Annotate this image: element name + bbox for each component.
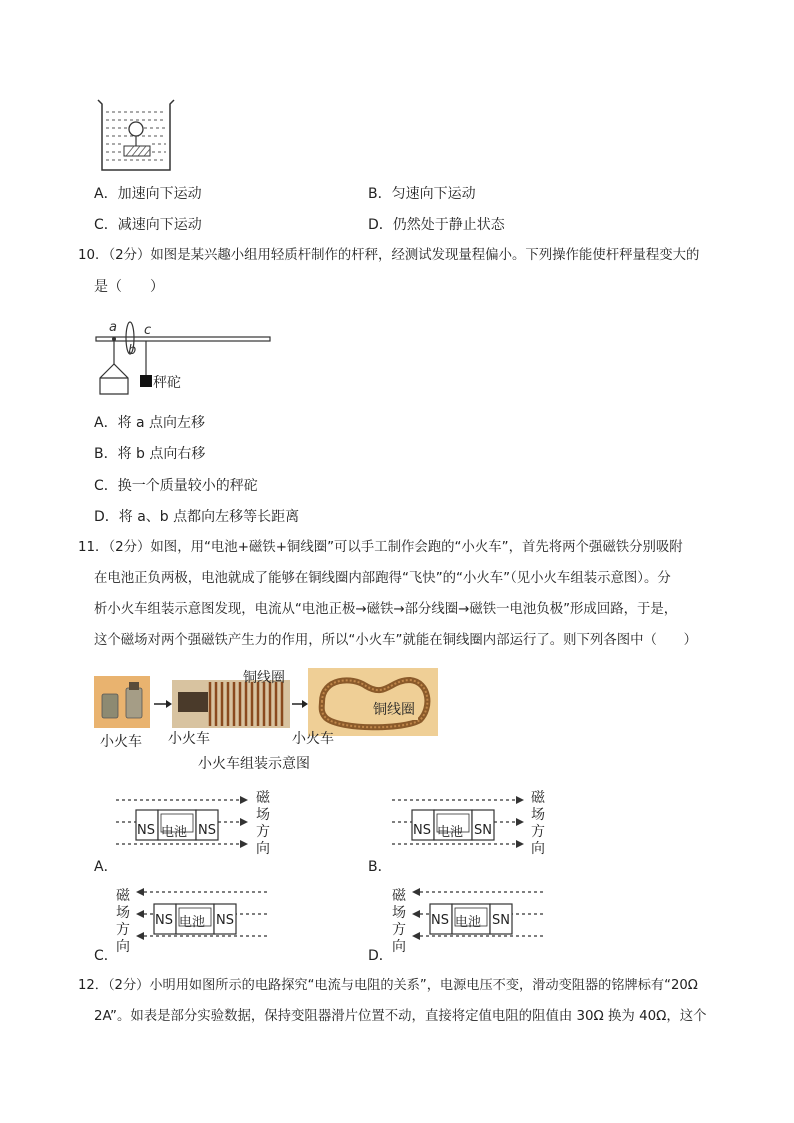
field-char: 磁	[116, 888, 130, 904]
field-char: 场	[116, 905, 130, 921]
diagram-b-right-magnet: SN	[474, 823, 492, 838]
q11-stem-line1: 11．（2分）如图，用“电池+磁铁+铜线圈”可以手工制作会跑的“小火车”，首先将两个强磁铁分别吸附	[78, 540, 683, 555]
field-char: 方	[531, 824, 545, 840]
label-b: b	[128, 343, 137, 358]
diagram-b-battery: 电池	[437, 825, 464, 840]
diagram-c-right-magnet: NS	[216, 913, 234, 928]
field-char: 方	[256, 824, 270, 840]
option-letter: A．	[94, 186, 118, 202]
option-letter: B．	[94, 446, 118, 462]
option-text: 将 b 点向右移	[117, 446, 206, 462]
diagram-c-letter: C．	[94, 948, 118, 964]
coil-label-1: 铜线圈	[243, 670, 285, 686]
q9-option-d	[368, 215, 505, 235]
option-letter: C．	[94, 217, 118, 233]
q10-option-a	[94, 413, 205, 433]
q9-option-a	[94, 184, 202, 204]
diagram-b-letter: B．	[368, 859, 392, 875]
field-char: 方	[116, 922, 130, 938]
train-label-3: 小火车	[292, 731, 334, 747]
option-letter: B．	[368, 186, 392, 202]
field-char: 向	[256, 841, 270, 857]
q9-option-b	[368, 184, 476, 204]
option-letter: D．	[368, 217, 393, 233]
steelyard-figure	[94, 318, 274, 400]
option-text: 减速向下运动	[117, 217, 202, 233]
diagram-a-left-magnet: NS	[137, 823, 155, 838]
q10-stem-line1: 10．（2分）如图是某兴趣小组用轻质杆制作的杆秤，经测试发现量程偏小。下列操作能使杆秤量程变大的	[78, 248, 700, 263]
field-char: 场	[531, 807, 545, 823]
diagram-d-field-label	[392, 888, 406, 956]
assembly-caption: 小火车组装示意图	[198, 756, 310, 772]
q11-stem-line4: 这个磁场对两个强磁铁产生力的作用，所以“小火车”就能在铜线圈内部运行了。则下列各图中（ ）	[94, 633, 698, 648]
field-char: 磁	[392, 888, 406, 904]
diagram-d-left-magnet: NS	[431, 913, 449, 928]
field-char: 场	[392, 905, 406, 921]
diagram-b-left-magnet: NS	[413, 823, 431, 838]
coil-label-2: 铜线圈	[373, 702, 415, 718]
option-text: 仍然处于静止状态	[392, 217, 505, 233]
diagram-a-battery: 电池	[161, 825, 188, 840]
diagram-b-field-label	[531, 790, 545, 858]
field-char: 场	[256, 807, 270, 823]
weight-label: 秤砣	[153, 375, 181, 391]
field-char: 向	[531, 841, 545, 857]
option-text: 将 a 点向左移	[117, 415, 206, 431]
field-char: 向	[392, 939, 406, 955]
option-text: 加速向下运动	[117, 186, 202, 202]
q12-stem-line2: 2A”。如表是部分实验数据，保持变阻器滑片位置不动，直接将定值电阻的阻值由 30Ω 换为 40Ω，这个	[94, 1009, 707, 1024]
field-char: 方	[392, 922, 406, 938]
beaker-figure	[94, 98, 176, 174]
option-letter: A．	[94, 415, 118, 431]
field-char: 磁	[531, 790, 545, 806]
label-a: a	[109, 320, 117, 335]
diagram-a-letter: A．	[94, 859, 118, 875]
diagram-a-field-label	[256, 790, 270, 858]
q10-option-c	[94, 476, 258, 496]
option-letter: D．	[94, 509, 119, 525]
field-char: 磁	[256, 790, 270, 806]
train-label-1: 小火车	[100, 734, 142, 750]
q9-option-c	[94, 215, 202, 235]
diagram-c-battery: 电池	[179, 915, 206, 930]
q11-stem-line2: 在电池正负两极，电池就成了能够在铜线圈内部跑得“飞快”的“小火车”（见小火车组装示意图）。分	[94, 571, 671, 586]
option-letter: C．	[94, 478, 118, 494]
option-text: 将 a、b 点都向左移等长距离	[118, 509, 300, 525]
option-text: 匀速向下运动	[391, 186, 476, 202]
train-label-2: 小火车	[168, 731, 210, 747]
diagram-d-battery: 电池	[455, 915, 482, 930]
q10-option-d	[94, 507, 299, 527]
q10-stem-line2: 是（ ）	[94, 279, 164, 295]
diagram-a-right-magnet: NS	[198, 823, 216, 838]
diagram-c-field-label	[116, 888, 130, 956]
field-char: 向	[116, 939, 130, 955]
q10-option-b	[94, 444, 205, 464]
option-text: 换一个质量较小的秤砣	[117, 478, 258, 494]
label-c: c	[144, 323, 152, 338]
diagram-d-right-magnet: SN	[492, 913, 510, 928]
q12-stem-line1: 12．（2分）小明用如图所示的电路探究“电流与电阻的关系”，电源电压不变，滑动变阻器的铭牌标有“20Ω	[78, 978, 698, 993]
diagram-c-left-magnet: NS	[155, 913, 173, 928]
diagram-d-letter: D．	[368, 948, 393, 964]
q11-stem-line3: 析小火车组装示意图发现，电流从“电池正极→磁铁→部分线圈→磁铁一电池负极”形成回路，于是，	[94, 602, 678, 617]
